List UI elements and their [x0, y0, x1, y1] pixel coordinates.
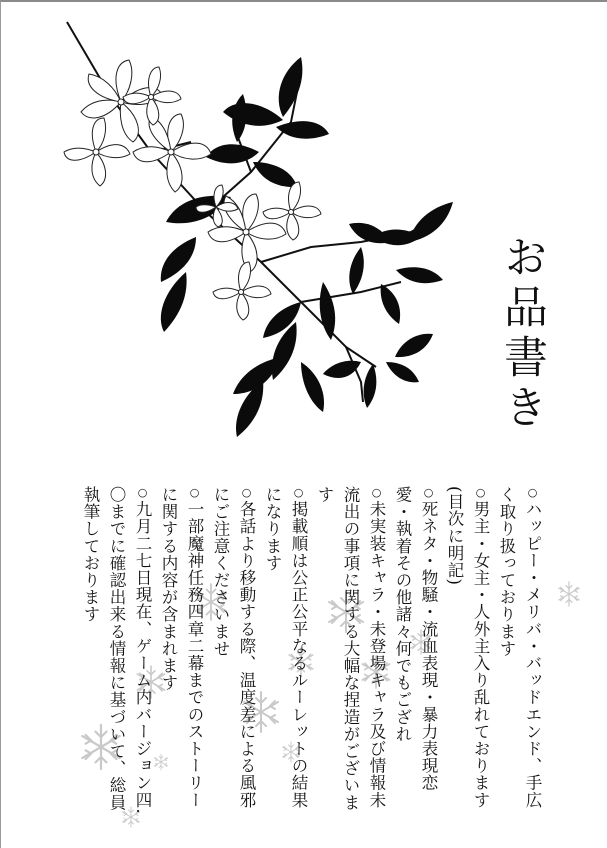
notice-list	[77, 486, 545, 816]
bullet-icon: ○	[370, 486, 383, 500]
bullet-icon: ○	[292, 486, 305, 500]
notice-item	[311, 486, 389, 816]
bullet-icon: ○	[422, 486, 435, 500]
notice-text: 掲載順は公正公平なるルーレットの結果になります	[263, 486, 308, 809]
page-title: お品書き	[496, 234, 547, 434]
notice-item	[207, 486, 259, 816]
notice-item	[77, 486, 155, 816]
notice-item	[259, 486, 311, 816]
notice-item	[441, 486, 493, 816]
notice-item	[389, 486, 441, 816]
notice-text: 未実装キャラ・未登場キャラ及び情報未流出の事項に関する大幅な捏造がございます	[315, 486, 386, 811]
bullet-icon: ○	[188, 486, 201, 500]
notice-item	[493, 486, 545, 816]
bullet-icon: ○	[136, 486, 149, 500]
bullet-icon: ○	[240, 486, 253, 500]
bullet-icon: ○	[474, 486, 487, 500]
notice-text: ハッピー・メリバ・バッドエンド、手広く取り扱っております	[497, 486, 542, 809]
notice-text: 男主・女主・人外主入り乱れております(目次に明記)	[445, 486, 490, 809]
notice-text: 一部魔神任務四章二幕までのストーリーに関する内容が含まれます	[159, 486, 204, 809]
notice-text: 各話より移動する際、温度差による風邪にご注意くださいませ	[211, 486, 256, 809]
bullet-icon: ○	[526, 486, 539, 500]
notice-item	[155, 486, 207, 816]
notice-text: 死ネタ・物騒・流血表現・暴力表現恋愛・執着その他諸々何でもござれ	[393, 486, 438, 792]
notice-text: 九月二七日現在、ゲーム内バージョン四.〇までに確認出来る情報に基づいて、総員執筆しております	[81, 486, 152, 815]
